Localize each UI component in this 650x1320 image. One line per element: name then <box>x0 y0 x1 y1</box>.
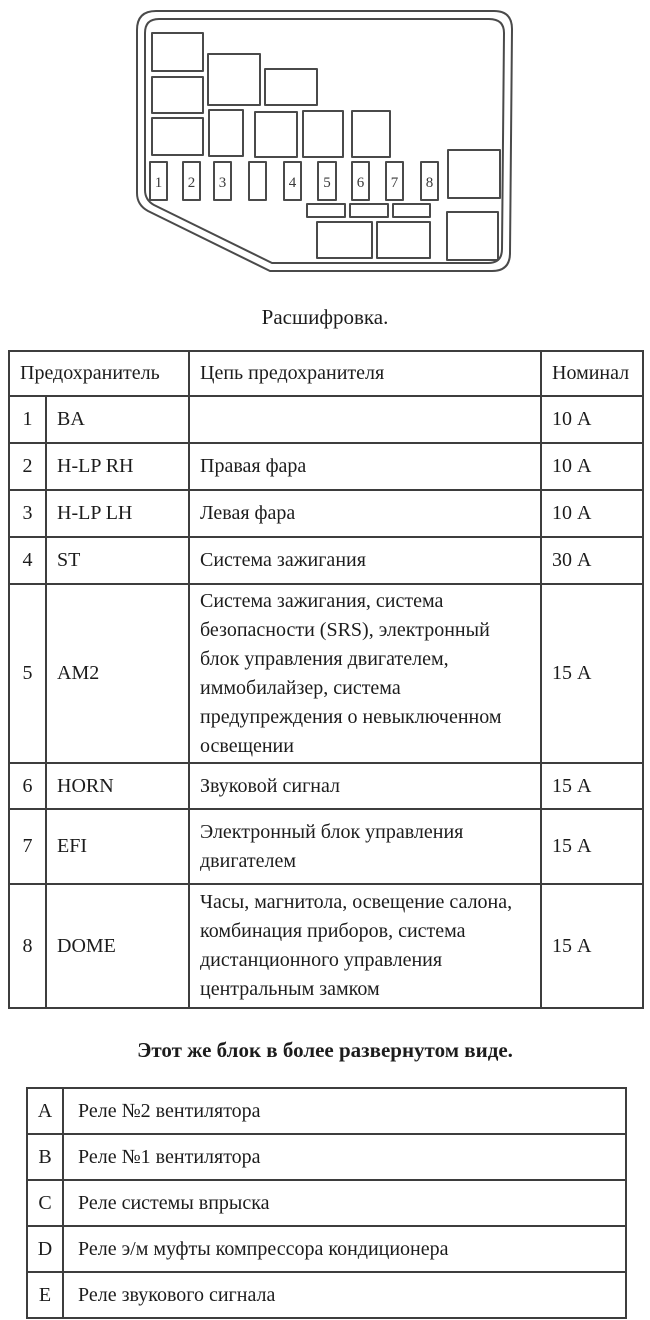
relay-box <box>152 77 203 113</box>
fuse-row-5 <box>9 584 643 763</box>
small-slot <box>350 204 388 217</box>
fuse-circuit: Звуковой сигнал <box>189 763 541 809</box>
fuse-circuit: Правая фара <box>189 443 541 490</box>
fuse-circuit: Система зажигания <box>189 537 541 584</box>
fuse-rating: 10 А <box>541 443 643 490</box>
relay-box <box>265 69 317 105</box>
expanded-view-caption: Этот же блок в более развернутом виде. <box>137 1038 513 1062</box>
fuse-number: 4 <box>9 537 46 584</box>
fuse-row-7 <box>9 809 643 884</box>
fuse-rating: 10 А <box>541 396 643 443</box>
relay-box <box>377 222 430 258</box>
fuse-row-2 <box>9 443 643 490</box>
fuse-row-4 <box>9 537 643 584</box>
fuse-circuit: Электронный блок управления двигателем <box>189 809 541 884</box>
fuse-number-label: 5 <box>323 175 331 191</box>
fuse-box-diagram-svg <box>0 0 650 290</box>
fuse-number: 2 <box>9 443 46 490</box>
fuse-rating: 15 А <box>541 884 643 1008</box>
fuse-box-outer-outline <box>137 11 512 271</box>
fuse-rating: 10 А <box>541 490 643 537</box>
fuse-row-3 <box>9 490 643 537</box>
relay-row-a <box>27 1088 626 1134</box>
fuse-name: DOME <box>46 884 189 1008</box>
fuse-row-1 <box>9 396 643 443</box>
fuse-row-6 <box>9 763 643 809</box>
fuse-box-diagram <box>0 0 650 290</box>
fuse-box-inner-outline <box>145 19 504 263</box>
relay-box <box>447 212 498 260</box>
relay-letter: D <box>27 1226 63 1272</box>
relay-desc: Реле системы впрыска <box>63 1180 626 1226</box>
decoding-title: Расшифровка. <box>261 305 389 329</box>
fuse-rating: 15 А <box>541 809 643 884</box>
fuse-number-label: 2 <box>187 175 196 191</box>
relay-row-d <box>27 1226 626 1272</box>
fuse-number-label: 8 <box>425 175 434 191</box>
fuse-name: ST <box>46 537 189 584</box>
header-circuit: Цепь предохранителя <box>189 351 541 396</box>
small-slot <box>307 204 345 217</box>
fuse-name: H-LP RH <box>46 443 189 490</box>
relay-desc: Реле звукового сигнала <box>63 1272 626 1318</box>
relay-box <box>209 110 243 156</box>
relay-box <box>448 150 500 198</box>
fuse-number: 3 <box>9 490 46 537</box>
relay-row-c <box>27 1180 626 1226</box>
fuse-number-label: 4 <box>288 175 297 191</box>
relay-letter: B <box>27 1134 63 1180</box>
fuse-rating: 15 А <box>541 584 643 763</box>
relay-letter: A <box>27 1088 63 1134</box>
fuse-circuit: Левая фара <box>189 490 541 537</box>
fuse-number: 5 <box>9 584 46 763</box>
fuse-name: EFI <box>46 809 189 884</box>
fuse-number-label: 1 <box>154 175 163 191</box>
header-fuse: Предохранитель <box>9 351 189 396</box>
fuse-number-label: 6 <box>356 175 365 191</box>
fuse-rating: 30 А <box>541 537 643 584</box>
fuse-number-label: 7 <box>390 175 399 191</box>
fuse-table <box>8 350 644 1009</box>
fuse-table-header-row <box>9 351 643 396</box>
fuse-name: HORN <box>46 763 189 809</box>
fuse-number: 6 <box>9 763 46 809</box>
fuse-number: 8 <box>9 884 46 1008</box>
relay-box <box>208 54 260 105</box>
relay-row-b <box>27 1134 626 1180</box>
relay-desc: Реле э/м муфты компрессора кондиционера <box>63 1226 626 1272</box>
relay-letter: C <box>27 1180 63 1226</box>
fuse-row-8 <box>9 884 643 1008</box>
fuse-slot-blank <box>249 162 266 200</box>
fuse-number: 1 <box>9 396 46 443</box>
relay-desc: Реле №2 вентилятора <box>63 1088 626 1134</box>
header-rating: Номинал <box>541 351 643 396</box>
fuse-rating: 15 А <box>541 763 643 809</box>
fuse-number: 7 <box>9 809 46 884</box>
fuse-name: H-LP LH <box>46 490 189 537</box>
relay-table <box>26 1087 627 1319</box>
small-slot <box>393 204 430 217</box>
fuse-circuit <box>189 396 541 443</box>
fuse-circuit: Система зажигания, система безопасности (SRS), электронный блок управления двигателем, иммобилайзер, система предупреждения о невыключенном освещении <box>189 584 541 763</box>
fuse-name: BA <box>46 396 189 443</box>
relay-box <box>152 33 203 71</box>
relay-desc: Реле №1 вентилятора <box>63 1134 626 1180</box>
relay-row-e <box>27 1272 626 1318</box>
relay-box <box>317 222 372 258</box>
relay-letter: E <box>27 1272 63 1318</box>
fuse-number-label: 3 <box>218 175 227 191</box>
fuse-circuit: Часы, магнитола, освещение салона, комбинация приборов, система дистанционного управления центральным замком <box>189 884 541 1008</box>
relay-box <box>152 118 203 155</box>
relay-box <box>352 111 390 157</box>
relay-box <box>303 111 343 157</box>
fuse-name: AM2 <box>46 584 189 763</box>
relay-box <box>255 112 297 157</box>
